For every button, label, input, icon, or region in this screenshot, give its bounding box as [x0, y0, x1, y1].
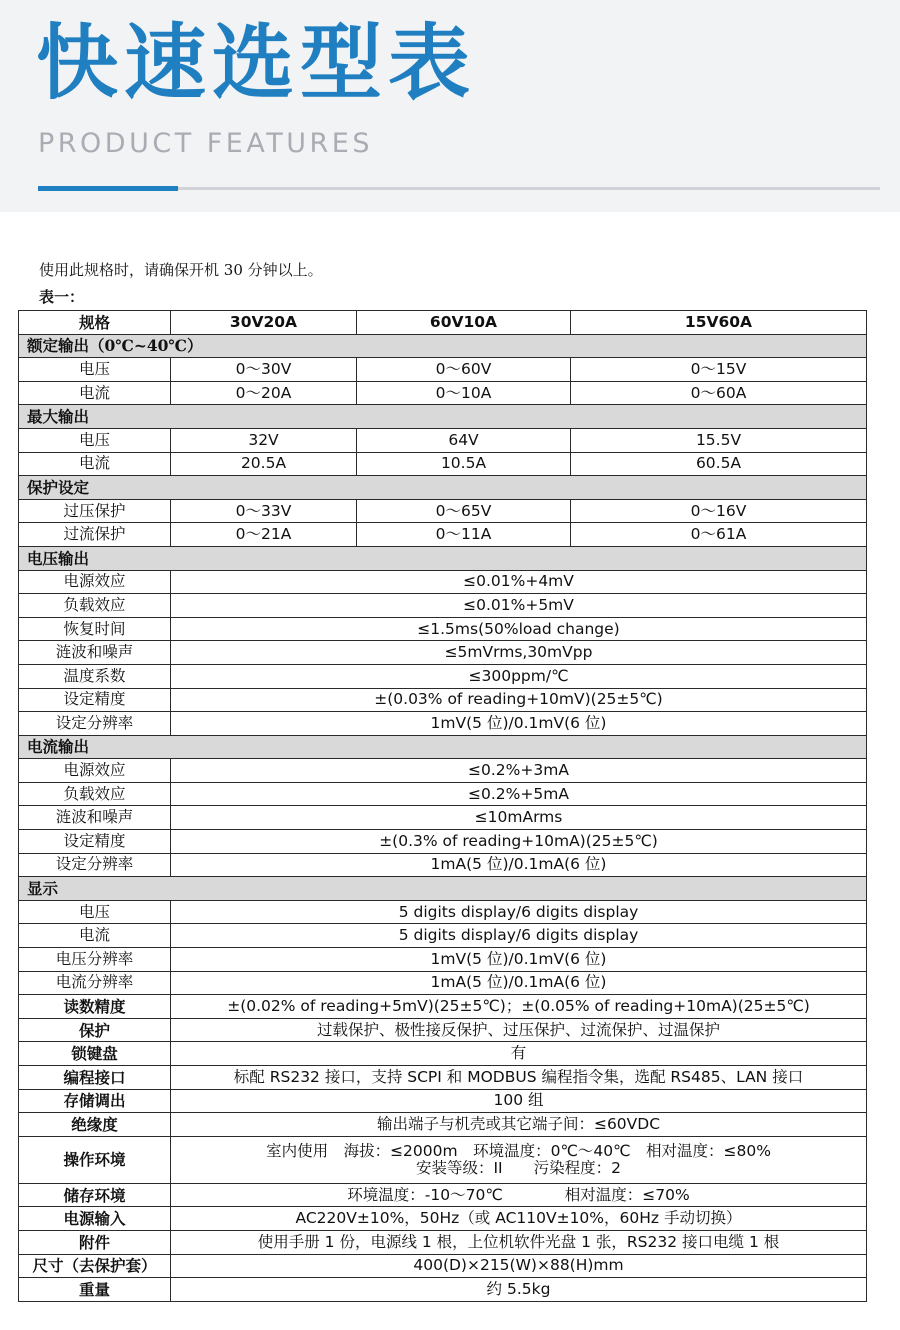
table-row — [19, 1254, 867, 1278]
table-row — [19, 641, 867, 665]
section-row — [19, 877, 867, 901]
section-row — [19, 476, 867, 500]
table-row — [19, 806, 867, 830]
header-cell-30v20a: 30V20A — [171, 311, 357, 335]
row-label: 读数精度 — [19, 995, 171, 1019]
row-value: 0～21A — [171, 523, 357, 547]
row-label: 过压保护 — [19, 499, 171, 523]
row-label: 电源输入 — [19, 1207, 171, 1231]
table-row — [19, 1207, 867, 1231]
table-row — [19, 1113, 867, 1137]
row-value: 输出端子与机壳或其它端子间：≤60VDC — [171, 1113, 867, 1137]
row-value: 1mV(5 位)/0.1mV(6 位) — [171, 712, 867, 736]
section-title: 电压输出 — [19, 546, 867, 570]
table-row — [19, 664, 867, 688]
table-row — [19, 688, 867, 712]
row-label: 电压分辨率 — [19, 948, 171, 972]
section-title: 电流输出 — [19, 735, 867, 759]
table-row — [19, 1066, 867, 1090]
row-label: 设定分辨率 — [19, 853, 171, 877]
row-label: 负载效应 — [19, 594, 171, 618]
row-value: 32V — [171, 428, 357, 452]
row-value: 0～60V — [357, 358, 571, 382]
row-label: 电流 — [19, 452, 171, 476]
row-label: 保护 — [19, 1018, 171, 1042]
row-label: 涟波和噪声 — [19, 641, 171, 665]
row-label: 储存环境 — [19, 1183, 171, 1207]
row-label: 绝缘度 — [19, 1113, 171, 1137]
table-row — [19, 712, 867, 736]
row-value: 1mV(5 位)/0.1mV(6 位) — [171, 948, 867, 972]
row-label: 设定精度 — [19, 688, 171, 712]
header-divider — [38, 187, 880, 190]
table-row — [19, 1278, 867, 1302]
row-label: 设定分辨率 — [19, 712, 171, 736]
row-value: ≤300ppm/℃ — [171, 664, 867, 688]
row-value: 0～30V — [171, 358, 357, 382]
row-value: ≤0.01%+4mV — [171, 570, 867, 594]
spec-table — [18, 310, 867, 1302]
row-value: 5 digits display/6 digits display — [171, 900, 867, 924]
row-label: 电源效应 — [19, 570, 171, 594]
row-label: 电压 — [19, 358, 171, 382]
table-row — [19, 1018, 867, 1042]
section-row — [19, 546, 867, 570]
row-value: ≤0.2%+5mA — [171, 782, 867, 806]
header-cell-60v10a: 60V10A — [357, 311, 571, 335]
row-value-line-2: 安装等级：II 污染程度：2 — [415, 1158, 621, 1177]
row-label: 涟波和噪声 — [19, 806, 171, 830]
table-row — [19, 499, 867, 523]
table-row — [19, 900, 867, 924]
row-value: 使用手册 1 份，电源线 1 根，上位机软件光盘 1 张，RS232 接口电缆 1 根 — [171, 1230, 867, 1254]
row-label: 锁键盘 — [19, 1042, 171, 1066]
row-label: 电流 — [19, 381, 171, 405]
table-row — [19, 428, 867, 452]
row-label: 电流分辨率 — [19, 971, 171, 995]
table-row — [19, 948, 867, 972]
table-row — [19, 782, 867, 806]
row-value: 过载保护、极性接反保护、过压保护、过流保护、过温保护 — [171, 1018, 867, 1042]
row-label: 存储调出 — [19, 1089, 171, 1113]
row-value: ≤0.01%+5mV — [171, 594, 867, 618]
spec-table-body — [19, 311, 867, 1302]
row-value: 64V — [357, 428, 571, 452]
row-value: ±(0.3% of reading+10mA)(25±5℃) — [171, 830, 867, 854]
row-value: 60.5A — [571, 452, 867, 476]
row-label: 负载效应 — [19, 782, 171, 806]
page-subtitle: PRODUCT FEATURES — [38, 128, 373, 159]
row-value: 0～61A — [571, 523, 867, 547]
row-value: ≤5mVrms,30mVpp — [171, 641, 867, 665]
row-value: 15.5V — [571, 428, 867, 452]
row-value: 约 5.5kg — [171, 1278, 867, 1302]
row-value: 1mA(5 位)/0.1mA(6 位) — [171, 971, 867, 995]
table-row — [19, 452, 867, 476]
table-caption: 表一： — [39, 288, 85, 306]
row-value: 环境温度：-10～70℃ 相对温度：≤70% — [171, 1183, 867, 1207]
header-cell-15v60a: 15V60A — [571, 311, 867, 335]
row-label: 编程接口 — [19, 1066, 171, 1090]
row-value — [171, 1136, 867, 1183]
row-value: ±(0.02% of reading+5mV)(25±5℃)；±(0.05% of reading+10mA)(25±5℃) — [171, 995, 867, 1019]
row-value: 0～65V — [357, 499, 571, 523]
table-header-row — [19, 311, 867, 335]
table-row — [19, 759, 867, 783]
page-title: 快速选型表 — [36, 16, 477, 111]
usage-note: 使用此规格时，请确保开机 30 分钟以上。 — [39, 261, 323, 279]
row-value: 100 组 — [171, 1089, 867, 1113]
table-row — [19, 1136, 867, 1183]
row-value: 0～15V — [571, 358, 867, 382]
row-label: 恢复时间 — [19, 617, 171, 641]
row-label: 重量 — [19, 1278, 171, 1302]
header-banner — [0, 0, 900, 212]
table-row — [19, 995, 867, 1019]
section-title: 最大输出 — [19, 405, 867, 429]
row-label: 电压 — [19, 428, 171, 452]
row-value: 400(D)×215(W)×88(H)mm — [171, 1254, 867, 1278]
table-row — [19, 523, 867, 547]
row-value: 0～16V — [571, 499, 867, 523]
table-row — [19, 1042, 867, 1066]
row-value: 1mA(5 位)/0.1mA(6 位) — [171, 853, 867, 877]
header-divider-accent — [38, 186, 178, 191]
row-label: 附件 — [19, 1230, 171, 1254]
row-value: 10.5A — [357, 452, 571, 476]
row-value: 0～60A — [571, 381, 867, 405]
row-value: ≤10mArms — [171, 806, 867, 830]
row-label: 电流 — [19, 924, 171, 948]
table-row — [19, 570, 867, 594]
row-value: 0～20A — [171, 381, 357, 405]
row-value: 有 — [171, 1042, 867, 1066]
table-row — [19, 1089, 867, 1113]
header-cell-spec: 规格 — [19, 311, 171, 335]
row-value: 0～10A — [357, 381, 571, 405]
table-row — [19, 1230, 867, 1254]
row-value: 5 digits display/6 digits display — [171, 924, 867, 948]
row-value: 0～11A — [357, 523, 571, 547]
row-value: ≤0.2%+3mA — [171, 759, 867, 783]
table-row — [19, 594, 867, 618]
section-row — [19, 735, 867, 759]
table-row — [19, 617, 867, 641]
row-value-line-1: 室内使用 海拔：≤2000m 环境温度：0℃～40℃ 相对温度：≤80% — [266, 1141, 771, 1160]
table-row — [19, 358, 867, 382]
row-label: 电压 — [19, 900, 171, 924]
section-row — [19, 334, 867, 358]
section-title: 额定输出（0℃~40℃） — [19, 334, 867, 358]
table-row — [19, 381, 867, 405]
row-label: 电源效应 — [19, 759, 171, 783]
row-label: 操作环境 — [19, 1136, 171, 1183]
table-row — [19, 1183, 867, 1207]
table-row — [19, 853, 867, 877]
row-label: 温度系数 — [19, 664, 171, 688]
section-title: 显示 — [19, 877, 867, 901]
row-value: ≤1.5ms(50%load change) — [171, 617, 867, 641]
row-value: 0～33V — [171, 499, 357, 523]
row-value: 20.5A — [171, 452, 357, 476]
table-row — [19, 971, 867, 995]
table-row — [19, 830, 867, 854]
section-row — [19, 405, 867, 429]
section-title: 保护设定 — [19, 476, 867, 500]
row-value: AC220V±10%，50Hz（或 AC110V±10%，60Hz 手动切换） — [171, 1207, 867, 1231]
row-value: 标配 RS232 接口，支持 SCPI 和 MODBUS 编程指令集，选配 RS485、LAN 接口 — [171, 1066, 867, 1090]
row-label: 设定精度 — [19, 830, 171, 854]
row-value: ±(0.03% of reading+10mV)(25±5℃) — [171, 688, 867, 712]
table-row — [19, 924, 867, 948]
row-label: 过流保护 — [19, 523, 171, 547]
row-label: 尺寸（去保护套） — [19, 1254, 171, 1278]
